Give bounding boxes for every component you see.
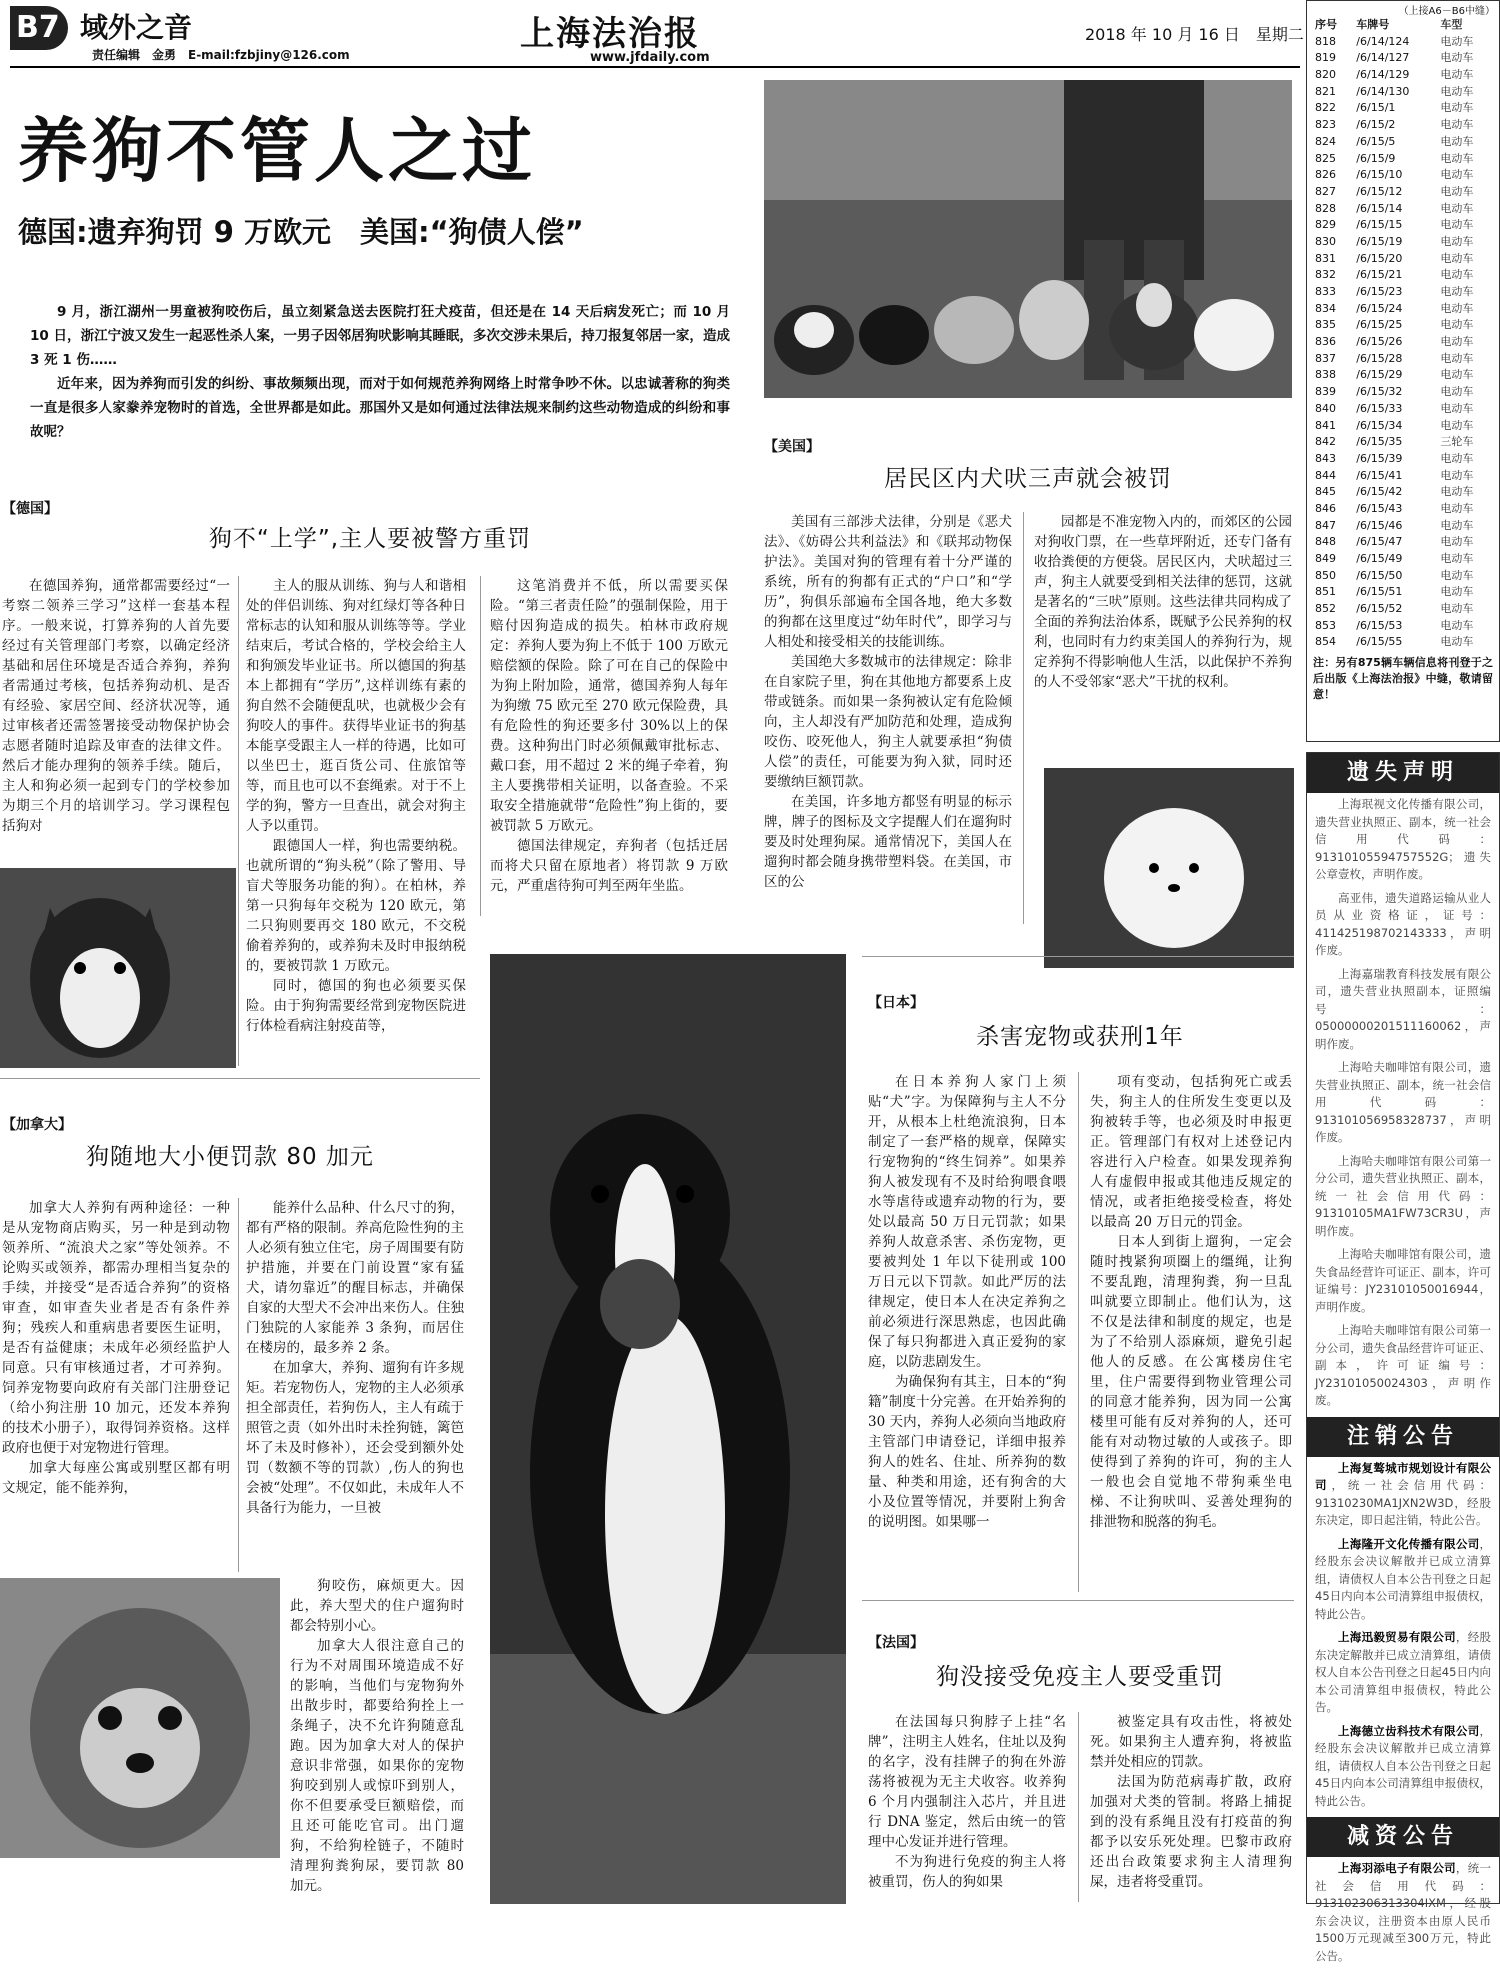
notice-item (1307, 1626, 1499, 1720)
plate-cell: /6/14/127 (1356, 51, 1410, 65)
germany-col2-p2: 跟德国人一样，狗也需要纳税。也就所谓的“狗头税”（除了警用、导盲犬等服务功能的狗）。在柏林，养第一只狗每年交税为 120 欧元，第二只狗则要再交 180 欧元，不交税偷着养狗的，或养狗未及时申报纳税的，要被罚款 1 万欧元。 (246, 838, 466, 974)
header-cell: 车型 (1440, 18, 1463, 31)
header-rule (10, 66, 1300, 68)
section-name: 域外之音 (80, 11, 193, 44)
plate-cell: 电动车 (1440, 468, 1474, 482)
japan-col2-p2: 日本人到街上遛狗，一定会随时拽紧狗项圈上的缰绳，让狗不要乱跑，清理狗粪，狗一旦乱叫就要立即制止。他们认为，这不仅是法律和制度的规定，也是为了不给别人添麻烦，避免引起他人的反感。在公寓楼房住宅里，住户需要得到物业管理公司的同意才能养狗，因为同一公寓楼里可能有反对养狗的人，还可能有对动物过敏的人或孩子。即使得到了养狗的许可，狗的主人一般也会自觉地不带狗乘坐电梯、不让狗吠叫、妥善处理狗的排泄物和脱落的狗毛。 (1090, 1234, 1292, 1530)
notice-item (1307, 1533, 1499, 1627)
photo-border-collie (490, 954, 846, 1904)
plate-cell: 831 (1315, 251, 1336, 265)
section-rule (0, 1078, 480, 1079)
plate-row (1307, 201, 1499, 218)
plate-cell: /6/15/35 (1356, 435, 1403, 449)
plate-cell: 电动车 (1440, 301, 1474, 315)
plate-row (1307, 334, 1499, 351)
plate-cell: 837 (1315, 351, 1336, 365)
plate-cell: /6/14/124 (1356, 34, 1410, 48)
col-divider (238, 1198, 239, 1572)
notice-item (1307, 1857, 1499, 1968)
plate-row (1307, 634, 1499, 651)
plate-cell: 854 (1315, 635, 1336, 649)
canada-title: 狗随地大小便罚款 80 加元 (86, 1144, 374, 1170)
company-name: 上海复骜城市规划设计有限公司 (1315, 1460, 1491, 1492)
germany-col2-p3: 同时，德国的狗也必须要买保险。由于狗狗需要经常到宠物医院进行体检看病注射疫苗等， (246, 978, 466, 1034)
germany-col2-p1: 主人的服从训练、狗与人和谐相处的伴侣训练、狗对红绿灯等各种日常标志的认知和服从训练等等。学业结束后，考试合格的，学校会给主人和狗颁发毕业证书。所以德国的狗基本上都拥有“学历”,这样训练有素的狗自然不会随便乱吠，也就极少会有狗咬人的事件。获得毕业证书的狗基本能享受跟主人一样的待遇，比如可以坐巴士，逛百货公司、住旅馆等等，而且也可以不套绳索。对于不上学的狗，警方一旦查出，就会对狗主人予以重罚。 (246, 578, 466, 834)
plate-cell: /6/15/2 (1356, 118, 1396, 132)
plate-cell: 电动车 (1440, 184, 1474, 198)
plate-cell: /6/15/46 (1356, 518, 1403, 532)
notice-text: ，经股东会决议解散并已成立清算组，请债权人自本公告刊登之日起45日内向本公司清算组申报债权，特此公告。 (1315, 1536, 1491, 1621)
plate-cell: 电动车 (1440, 285, 1474, 298)
plate-cell: /6/14/129 (1356, 68, 1410, 82)
plate-cell: 电动车 (1440, 268, 1474, 282)
plate-cell: /6/15/32 (1356, 385, 1403, 399)
plate-cell: 824 (1315, 134, 1336, 148)
capital-notice-title: 减资公告 (1307, 1817, 1499, 1857)
plate-cell: /6/15/47 (1356, 535, 1403, 549)
plate-cell: 电动车 (1440, 34, 1474, 48)
canada-col2 (246, 1198, 464, 1572)
plate-cell: 电动车 (1440, 351, 1474, 365)
canada-col1-p1: 加拿大人养狗有两种途径：一种是从宠物商店购买，另一种是到动物领养所、“流浪犬之家”等处领养。不论购买或领养，都需办理相当复杂的手续，并接受“是否适合养狗”的资格审查，如审查失业者是否有条件养狗；残疾人和重病患者要医生证明，是否有益健康；未成年必须经监护人同意。只有审核通过者，才可养狗。饲养宠物要向政府有关部门注册登记（给小狗注册 10 加元，还发本养狗的技术小册子），取得饲养资格。这样政府也便于对宠物进行管理。 (2, 1200, 230, 1456)
plate-cell: /6/15/43 (1356, 501, 1403, 515)
header-cell: 车牌号 (1356, 18, 1390, 31)
website: www.jfdaily.com (590, 50, 710, 65)
plate-row (1307, 34, 1499, 51)
plate-row (1307, 151, 1499, 168)
lost-notice-item: 上海哈夫咖啡馆有限公司，遗失食品经营许可证正、副本，许可证编号：JY23101050016944，声明作废。 (1315, 1247, 1491, 1314)
plate-cell: /6/14/130 (1356, 84, 1410, 98)
plate-cell: /6/15/15 (1356, 218, 1403, 232)
plate-table-note-top: （上接A6－B6中缝） (1398, 6, 1495, 17)
plate-cell: 833 (1315, 285, 1336, 298)
plate-cell: 846 (1315, 501, 1336, 515)
plate-cell: 838 (1315, 368, 1336, 382)
lost-notice-item: 上海嘉瑞教育科技发展有限公司，遗失营业执照副本，证照编号：05000000201511160062，声明作废。 (1315, 966, 1491, 1051)
company-name: 上海迅毅贸易有限公司 (1338, 1630, 1456, 1644)
col-divider (1078, 1712, 1079, 1902)
plate-cell: 电动车 (1440, 602, 1474, 616)
japan-col1-p2: 为确保狗有其主，日本的“狗籍”制度十分完善。在开始养狗的 30 天内，养狗人必须向当地政府主管部门申请登记，详细申报养狗人的姓名、住址、所养狗的数量、种类和用途，还有狗舍的大小及位置等情况，并要附上狗舍的说明图。如果哪一 (868, 1374, 1066, 1530)
plate-row (1307, 301, 1499, 318)
plate-table-header (1307, 17, 1499, 34)
plate-cell: 电动车 (1440, 234, 1474, 248)
plate-row (1307, 418, 1499, 435)
col-divider (480, 576, 481, 916)
plate-row (1307, 468, 1499, 485)
plate-cell: 829 (1315, 218, 1336, 232)
plate-cell: 820 (1315, 68, 1336, 82)
plate-cell: 832 (1315, 268, 1336, 282)
germany-tag: 【德国】 (2, 501, 58, 517)
plate-cell: /6/15/26 (1356, 335, 1403, 349)
capital-notice-list (1307, 1857, 1499, 1968)
plate-cell: 848 (1315, 535, 1336, 549)
germany-col3-p2: 德国法律规定，弃狗者（包括迁居而将犬只留在原地者）将罚款 9 万欧元，严重虐待狗可判至两年坐监。 (490, 838, 728, 894)
plate-cell: 845 (1315, 485, 1336, 499)
intro (30, 300, 730, 460)
plate-row (1307, 518, 1499, 535)
plate-row (1307, 534, 1499, 551)
plate-row (1307, 501, 1499, 518)
plate-cell: 842 (1315, 435, 1336, 449)
section-rule (862, 956, 1294, 957)
plate-cell: 822 (1315, 101, 1336, 115)
plate-cell: 电动车 (1440, 151, 1474, 165)
germany-col2 (246, 576, 466, 1066)
plate-cell: 电动车 (1440, 451, 1474, 465)
plate-row (1307, 167, 1499, 184)
plate-cell: /6/15/9 (1356, 151, 1396, 165)
france-col1-p2: 不为狗进行免疫的狗主人将被重罚，伤人的狗如果 (868, 1854, 1066, 1890)
canada-col2-p1: 能养什么品种、什么尺寸的狗，都有严格的限制。养高危险性狗的主人必须有独立住宅，房子周围要有防护措施，并要在门前设置“家有猛犬，请勿靠近”的醒目标志，并确保自家的大型犬不会冲出来伤人。住独门独院的人家能养 3 条狗，而居住在楼房的，最多养 2 条。 (246, 1200, 464, 1356)
usa-col2: 园都是不准宠物入内的，而郊区的公园对狗收门票，在一些草坪附近，还专门备有收拾粪便的方便袋。居民区内，犬吠超过三声，狗主人就要受到相关法律的惩罚，这就是著名的“三吠”原则。这些法律共同构成了全面的养狗法治体系，既赋予公民养狗的权利，也同时有力约束美国人的养狗行为，规定养狗不得影响他人生活，以此保护不养狗的人不受邻家“恶犬”干扰的权利。 (1034, 514, 1292, 690)
canada-col1-p2: 加拿大每座公寓或别墅区都有明文规定，能不能养狗， (2, 1460, 230, 1496)
plate-row (1307, 584, 1499, 601)
usa-col1-p1: 美国有三部涉犬法律，分别是《恶犬法》、《妨碍公共利益法》和《联邦动物保护法》。美国对狗的管理有着十分严谨的系统，所有的狗都有正式的“户口”和“学历”，狗俱乐部遍布全国各地，绝大多数的狗都在这里度过“幼年时代”，即学习与人相处和接受相关的技能训练。 (764, 514, 1012, 650)
notice-text: ，统一社会信用代码：913102306313304IXM，经股东会决议，注册资本由原人民币1500万元现减至300万元，特此公告。 (1315, 1861, 1492, 1963)
plate-row (1307, 184, 1499, 201)
plate-row (1307, 551, 1499, 568)
intro-paragraph-1: 9 月，浙江湖州一男童被狗咬伤后，虽立刻紧急送去医院打狂犬疫苗，但还是在 14 天后病发死亡；而 10 月 10 日，浙江宁波又发生一起恶性杀人案，一男子因邻居狗吠影响其睡眠，多次交涉未果后，持刀报复邻居一家，造成 3 死 1 伤…… (30, 304, 730, 368)
plate-cell: /6/15/1 (1356, 101, 1396, 115)
plate-cell: 电动车 (1440, 368, 1474, 382)
photo-puppy (0, 1578, 280, 1858)
plate-row (1307, 401, 1499, 418)
germany-title: 狗不“上学”,主人要被警方重罚 (208, 526, 532, 552)
usa-col1-p3: 在美国，许多地方都竖有明显的标示牌，牌子的图标及文字提醒人们在遛狗时要及时处理狗屎。通常情况下，美国人在遛狗时都会随身携带塑料袋。在美国，市区的公 (764, 794, 1012, 890)
plate-cell: 电动车 (1440, 485, 1474, 499)
plate-cell: /6/15/33 (1356, 401, 1403, 415)
plate-cell: /6/15/24 (1356, 301, 1403, 315)
plate-cell: /6/15/39 (1356, 451, 1403, 465)
canada-col1 (2, 1198, 230, 1572)
plate-table-body (1307, 34, 1499, 651)
photo-dog-walker (764, 80, 1292, 398)
japan-col2-p1: 项有变动，包括狗死亡或丢失，狗主人的住所发生变更以及狗被转手等，也必须及时申报更正。管理部门有权对上述登记内容进行入户检查。如果发现养狗人有虚假申报或其他违反规定的情况，或者拒绝接受检查，将处以最高 20 万日元的罚金。 (1090, 1074, 1292, 1230)
company-name: 上海隆开文化传播有限公司 (1338, 1536, 1480, 1551)
plate-row (1307, 384, 1499, 401)
masthead: 上海法治报 (520, 14, 700, 54)
plate-row (1307, 484, 1499, 501)
plate-cell: 电动车 (1440, 251, 1474, 265)
company-name: 上海德立齿科技术有限公司 (1338, 1723, 1480, 1738)
plate-row (1307, 284, 1499, 301)
plate-cell: /6/15/12 (1356, 184, 1403, 198)
plate-cell: 853 (1315, 618, 1336, 632)
plate-row (1307, 217, 1499, 234)
notice-text: ，经股东会决议解散并已成立清算组，请债权人自本公告刊登之日起45日内向本公司清算组申报债权，特此公告。 (1315, 1723, 1491, 1808)
plate-row (1307, 100, 1499, 117)
plate-row (1307, 451, 1499, 468)
plate-cell: 电动车 (1440, 501, 1474, 515)
france-tag: 【法国】 (868, 1635, 924, 1651)
plate-cell: 电动车 (1440, 218, 1474, 232)
plate-cell: 电动车 (1440, 385, 1474, 399)
plate-row (1307, 618, 1499, 635)
plate-table-note: 注：另有875辆车辆信息将刊登于之后出版《上海法治报》中缝，敬请留意！ (1313, 656, 1493, 702)
plate-cell: 818 (1315, 34, 1336, 48)
plate-row (1307, 317, 1499, 334)
plate-cell: 852 (1315, 602, 1336, 616)
france-col1-p1: 在法国每只狗脖子上挂“名牌”，注明主人姓名，住址以及狗的名字，没有挂牌子的狗在外游荡将被视为无主犬收容。收养狗 6 个月内强制注入芯片，并且进行 DNA 鉴定，然后由统一的管理中心发证并进行管理。 (868, 1714, 1066, 1850)
plate-cell: 850 (1315, 568, 1336, 582)
plate-cell: 844 (1315, 468, 1336, 482)
plate-cell: 电动车 (1440, 318, 1474, 332)
headline: 养狗不管人之过 (18, 110, 536, 192)
notice-text: ，经股东决定解散并已成立清算组，请债权人自本公告刊登之日起45日内向本公司清算组申报债权，特此公告。 (1315, 1630, 1492, 1714)
lost-notice-item: 上海珉视文化传播有限公司，遗失营业执照正、副本，统一社会信用代码：91310105594757552G；遗失公章壹枚，声明作废。 (1315, 797, 1491, 881)
plate-cell: /6/15/14 (1356, 201, 1403, 215)
usa-tag: 【美国】 (764, 439, 820, 455)
plate-cell: 836 (1315, 335, 1336, 349)
section-rule (862, 1600, 1294, 1601)
plate-row (1307, 234, 1499, 251)
plate-cell: 828 (1315, 201, 1336, 215)
lost-notice-item: 上海哈夫咖啡馆有限公司第一分公司，遗失食品经营许可证正、副本，许可证编号：JY23101050024303，声明作废。 (1315, 1323, 1491, 1407)
lost-notice-item: 上海哈夫咖啡馆有限公司，遗失营业执照正、副本，统一社会信用代码：913101056958328737，声明作废。 (1315, 1060, 1491, 1144)
plate-row (1307, 50, 1499, 67)
editor-line: 责任编辑 金勇 E-mail:fzbjiny@126.com (92, 48, 350, 62)
canada-col2-lower (290, 1576, 464, 1898)
plate-cell: 电动车 (1440, 418, 1474, 432)
france-title: 狗没接受免疫主人要受重罚 (936, 1664, 1224, 1690)
plate-cell: /6/15/25 (1356, 318, 1403, 332)
notice-text: ，统一社会信用代码：91310230MA1JXN2W3D，经股东决定，即日起注销，特此公告。 (1315, 1478, 1492, 1527)
plate-cell: 835 (1315, 318, 1336, 332)
cancel-notice-list (1307, 1457, 1499, 1814)
plate-cell: 851 (1315, 585, 1336, 599)
plate-table (1306, 0, 1500, 742)
plate-cell: /6/15/21 (1356, 268, 1403, 282)
germany-col3 (490, 576, 728, 916)
plate-cell: 电动车 (1440, 585, 1474, 599)
japan-title: 杀害宠物或获刑1年 (976, 1024, 1184, 1050)
plate-cell: 电动车 (1440, 134, 1474, 148)
germany-col1: 在德国养狗，通常都需要经过“一考察二领养三学习”这样一套基本程序。一般来说，打算养狗的人首先要经过有关管理部门考察，以确定经济基础和居住环境是否适合养狗，养狗者需通过考核，包括养狗动机、是否有经验、家居空间、经济状况等，通过审核者还需签署接受动物保护协会志愿者随时追踪及审查的法律文件。然后才能办理狗的领养手续。随后，主人和狗必须一起到专门的学校参加为期三个月的培训学习。学习课程包括狗对 (2, 578, 230, 834)
plate-cell: 847 (1315, 518, 1336, 532)
page-number: B7 (10, 6, 68, 50)
plate-cell: /6/15/41 (1356, 468, 1403, 482)
usa-col1-p2: 美国绝大多数城市的法律规定：除非在自家院子里，狗在其他地方都要系上皮带或链条。而如果一条狗被认定有危险倾向，主人却没有严加防范和处理，造成狗咬伤、咬死他人，狗主人就要承担“狗债人偿”的责任，可能要为狗入狱，同时还要缴纳巨额罚款。 (764, 654, 1012, 790)
notices-column (1306, 752, 1500, 1963)
col-divider (1023, 512, 1024, 924)
lost-notice-title: 遗失声明 (1307, 753, 1499, 793)
france-col2-p1: 被鉴定具有攻击性，将被处死。如果狗主人遭弃狗，将被监禁并处相应的罚款。 (1090, 1714, 1292, 1770)
plate-cell: 830 (1315, 234, 1336, 248)
plate-cell: 电动车 (1440, 84, 1474, 98)
plate-cell: /6/15/53 (1356, 618, 1403, 632)
plate-cell: 电动车 (1440, 535, 1474, 549)
plate-cell: 电动车 (1440, 201, 1474, 215)
lost-notice-list (1307, 793, 1499, 1413)
photo-husky (0, 868, 236, 1068)
plate-cell: /6/15/50 (1356, 568, 1403, 582)
plate-cell: /6/15/5 (1356, 134, 1396, 148)
canada-col2-p4: 加拿大人很注意自己的行为不对周围环境造成不好的影响，当他们与宠物狗外出散步时，都要给狗拴上一条绳子，决不允许狗随意乱跑。因为加拿大对人的保护意识非常强，如果你的宠物狗咬到别人或惊吓到别人，你不但要承受巨额赔偿，而且还可能吃官司。出门遛狗，不给狗栓链子，不随时清理狗粪狗尿，要罚款 80 加元。 (290, 1638, 464, 1894)
plate-cell: /6/15/55 (1356, 635, 1403, 649)
plate-cell: 841 (1315, 418, 1336, 432)
japan-tag: 【日本】 (868, 995, 924, 1011)
plate-cell: /6/15/28 (1356, 351, 1403, 365)
canada-col2-p3: 狗咬伤，麻烦更大。因此，养大型犬的住户遛狗时都会特别小心。 (290, 1578, 464, 1634)
plate-cell: 三轮车 (1440, 435, 1474, 449)
plate-cell: 电动车 (1440, 552, 1474, 565)
plate-cell: 819 (1315, 51, 1336, 65)
japan-col2 (1090, 1072, 1292, 1592)
notice-item (1307, 1720, 1499, 1814)
plate-cell: 849 (1315, 552, 1336, 565)
plate-cell: 电动车 (1440, 335, 1474, 349)
plate-cell: /6/15/23 (1356, 285, 1403, 298)
plate-cell: 电动车 (1440, 618, 1474, 632)
plate-row (1307, 601, 1499, 618)
col-divider (238, 576, 239, 1066)
germany-col3-p1: 这笔消费并不低，所以需要买保险。“第三者责任险”的强制保险，用于赔付因狗造成的损失。柏林市政府规定：养狗人要为狗上不低于 100 万欧元赔偿额的保险。除了可在自己的保险中为狗上附加险，通常，德国养狗人每年为狗缴 75 欧元至 270 欧元保险费，具有危险性的狗还要多付 30%以上的保费。这种狗出门时必须佩戴审批标志、戴口套，用不超过 2 米的绳子牵着，狗主人要携带相关证明，以备查验。不采取安全措施就带“危险性”狗上街的，要被罚款 5 万欧元。 (490, 578, 728, 834)
lost-notice-item: 高亚伟，遗失道路运输从业人员从业资格证，证号：411425198702143333，声明作废。 (1315, 890, 1491, 957)
plate-cell: /6/15/10 (1356, 168, 1403, 182)
issue-date: 2018 年 10 月 16 日 星期二 (1085, 25, 1304, 44)
usa-title: 居民区内犬吠三声就会被罚 (884, 466, 1172, 492)
plate-cell: 电动车 (1440, 51, 1474, 65)
header-cell: 序号 (1315, 18, 1337, 31)
france-col2 (1090, 1712, 1292, 1902)
plate-row (1307, 367, 1499, 384)
canada-tag: 【加拿大】 (2, 1117, 72, 1133)
plate-cell: 834 (1315, 301, 1336, 315)
plate-cell: 电动车 (1440, 118, 1474, 132)
plate-cell: 843 (1315, 451, 1336, 465)
plate-row (1307, 434, 1499, 451)
plate-cell: /6/15/52 (1356, 602, 1403, 616)
plate-cell: /6/15/20 (1356, 251, 1403, 265)
plate-cell: /6/15/34 (1356, 418, 1403, 432)
plate-row (1307, 134, 1499, 151)
japan-col1 (868, 1072, 1066, 1592)
plate-cell: 电动车 (1440, 518, 1474, 532)
plate-cell: 827 (1315, 184, 1336, 198)
plate-cell: 电动车 (1440, 68, 1474, 82)
plate-cell: /6/15/49 (1356, 552, 1403, 565)
plate-row (1307, 84, 1499, 101)
plate-row (1307, 117, 1499, 134)
canada-col2-p2: 在加拿大，养狗、遛狗有许多规矩。若宠物伤人，宠物的主人必须承担全部责任，若狗伤人，主人有疏于照管之责（如外出时未拴狗链，篱笆坏了未及时修补），还会受到额外处罚（数额不等的罚款）,伤人的狗也会被“处理”。不仅如此，未成年人不具备行为能力，一旦被 (246, 1360, 464, 1516)
plate-cell: 840 (1315, 401, 1336, 415)
plate-row (1307, 267, 1499, 284)
plate-cell: 839 (1315, 385, 1336, 399)
cancel-notice-title: 注销公告 (1307, 1417, 1499, 1457)
intro-paragraph-2: 近年来，因为养狗而引发的纠纷、事故频频出现，而对于如何规范养狗网络上时常争吵不休。以忠诚著称的狗类一直是很多人家豢养宠物时的首选，全世界都是如此。那国外又是如何通过法律法规来制约这些动物造成的纠纷和事故呢？ (30, 376, 730, 440)
company-name: 上海羽添电子有限公司 (1338, 1861, 1456, 1875)
plate-cell: 826 (1315, 168, 1336, 182)
plate-row (1307, 67, 1499, 84)
lost-notice-item: 上海哈夫咖啡馆有限公司第一分公司，遗失营业执照正、副本，统一社会信用代码：91310105MA1FW73CR3U，声明作废。 (1315, 1153, 1491, 1238)
france-col1 (868, 1712, 1066, 1902)
plate-cell: 电动车 (1440, 568, 1474, 582)
plate-row (1307, 568, 1499, 585)
plate-cell: 821 (1315, 84, 1336, 98)
plate-cell: 电动车 (1440, 101, 1474, 115)
photo-pomeranian (1044, 768, 1294, 968)
plate-cell: /6/15/42 (1356, 485, 1403, 499)
plate-cell: 电动车 (1440, 401, 1474, 415)
plate-cell: 电动车 (1440, 168, 1474, 182)
france-col2-p2: 法国为防范病毒扩散，政府加强对犬类的管制。将路上捕捉到的没有系绳且没有打疫苗的狗都予以安乐死处理。巴黎市政府还出台政策要求狗主人清理狗屎，违者将受重罚。 (1090, 1774, 1292, 1890)
plate-row (1307, 251, 1499, 268)
subheadline: 德国:遗弃狗罚 9 万欧元 美国:“狗债人偿” (18, 215, 584, 249)
plate-cell: /6/15/51 (1356, 585, 1403, 599)
col-divider (1078, 1072, 1079, 1592)
plate-cell: /6/15/19 (1356, 234, 1403, 248)
usa-col1 (764, 512, 1012, 924)
plate-cell: /6/15/29 (1356, 368, 1403, 382)
plate-cell: 823 (1315, 118, 1336, 132)
notice-item (1307, 1457, 1499, 1533)
plate-cell: 电动车 (1440, 635, 1474, 649)
japan-col1-p1: 在日本养狗人家门上须贴“犬”字。为保障狗与主人不分开，从根本上杜绝流浪狗，日本制定了一套严格的规章，保障实行宠物狗的“终生饲养”。如果养狗人被发现有不及时给狗喂食喂水等虐待或遗弃动物的行为，要处以最高 50 万日元罚款；如果养狗人故意杀害、杀伤宠物，更要被判处 1 年以下徒刑或 100 万日元以下罚款。如此严厉的法律规定，使日本人在决定养狗之前必须进行深思熟虑，也因此确保了每只狗都进入真正爱狗的家庭，以防悲剧发生。 (868, 1074, 1066, 1370)
plate-cell: 825 (1315, 151, 1336, 165)
plate-row (1307, 351, 1499, 368)
